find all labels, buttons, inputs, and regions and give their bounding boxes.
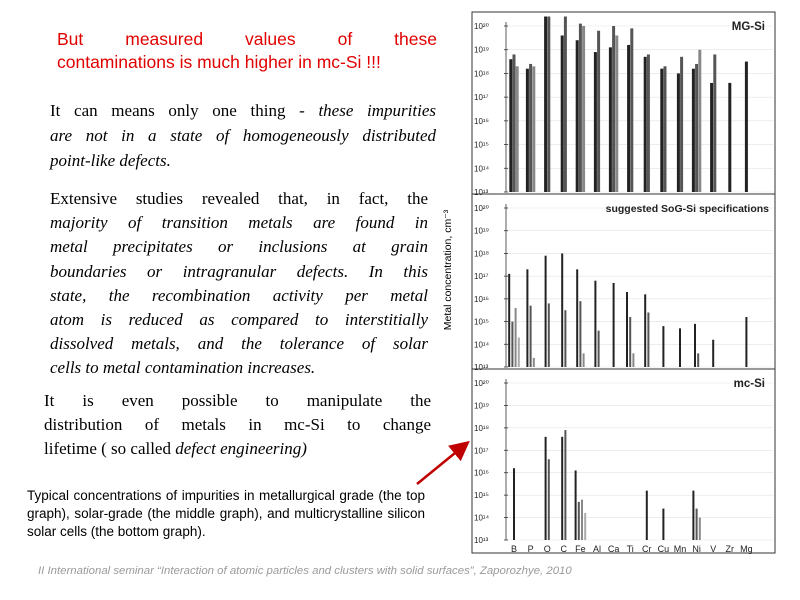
- bar: [509, 59, 512, 192]
- bar: [576, 40, 579, 192]
- y-tick-label: 10¹⁴: [474, 340, 489, 350]
- bar: [745, 317, 747, 367]
- bar: [579, 301, 581, 367]
- bar: [508, 274, 510, 367]
- y-tick-label: 10¹⁹: [474, 45, 489, 55]
- bar: [699, 518, 701, 540]
- bar: [632, 353, 634, 367]
- bar: [694, 324, 696, 367]
- y-tick-label: 10¹⁵: [474, 317, 489, 327]
- bar: [627, 45, 630, 192]
- bar: [584, 513, 586, 540]
- bar: [647, 312, 649, 367]
- x-tick-label: B: [510, 544, 518, 554]
- y-tick-label: 10¹³: [474, 536, 489, 545]
- bar: [698, 50, 701, 192]
- p2-line-4: boundaries or intragranular defects. In this: [50, 261, 428, 281]
- y-tick-label: 10¹⁷: [474, 93, 489, 103]
- figure-caption: Typical concentrations of impurities in metallurgical grade (the top graph), solar-grade (the middle graph), and multicrystalline silicon solar cells (the bottom graph).: [27, 488, 425, 539]
- bar: [545, 256, 547, 367]
- bar: [561, 437, 563, 540]
- bar: [597, 31, 600, 192]
- y-axis-label: [436, 180, 466, 360]
- y-tick-label: 10¹⁹: [474, 226, 489, 236]
- x-tick-label: O: [543, 544, 551, 554]
- p2-line-3: metal precipitates or inclusions at grain: [50, 237, 428, 257]
- p1-line-2: are not in a state of homogeneously distributed: [50, 126, 436, 145]
- y-tick-label: 10¹⁵: [474, 491, 489, 501]
- bar: [529, 64, 532, 192]
- p2-line-8: cells to metal contamination increases.: [50, 358, 316, 378]
- headline-line-2: contaminations is much higher in mc-Si !!!: [57, 52, 381, 72]
- bar: [545, 437, 547, 540]
- bar: [533, 358, 535, 367]
- p2-line-1: Extensive studies revealed that, in fact, the: [50, 189, 428, 208]
- bar: [679, 328, 681, 367]
- bar: [561, 253, 563, 367]
- y-tick-label: 10¹⁶: [474, 294, 489, 304]
- bar: [664, 66, 667, 192]
- y-tick-label: 10²⁰: [474, 204, 489, 213]
- x-tick-label: Mg: [740, 544, 753, 554]
- y-tick-label: 10¹⁷: [474, 446, 489, 456]
- bar: [561, 35, 564, 192]
- p2-line-2: majority of transition metals are found in: [50, 213, 428, 233]
- footer-citation: II International seminar “Interaction of atomic particles and clusters with solid surfaces”, Zaporozhye, 2010: [38, 565, 572, 577]
- bar: [515, 308, 517, 367]
- bar: [575, 470, 577, 540]
- panel-title: suggested SoG-Si specifications: [605, 203, 769, 215]
- bar: [548, 459, 550, 540]
- y-tick-label: 10¹⁶: [474, 116, 489, 126]
- bar: [692, 69, 695, 192]
- p2-line-7: dissolved metals, and the tolerance of solar: [50, 334, 428, 354]
- bar: [513, 54, 516, 192]
- p2-line-6: atom is reduced as compared to interstitially: [50, 310, 428, 330]
- bar: [583, 353, 585, 367]
- x-tick-label: Ni: [692, 544, 701, 554]
- bar: [612, 26, 615, 192]
- bar: [564, 310, 566, 367]
- bar: [544, 17, 547, 192]
- impurity-chart: [446, 8, 782, 556]
- bar: [511, 322, 513, 367]
- bar: [713, 54, 716, 192]
- bar: [662, 326, 664, 367]
- bar: [660, 69, 663, 192]
- bar: [680, 57, 683, 192]
- bar: [662, 509, 664, 540]
- y-tick-label: 10¹⁴: [474, 164, 489, 174]
- x-tick-label: Al: [592, 544, 602, 554]
- bar: [518, 337, 520, 367]
- p1-line-1-italic: these impurities: [318, 101, 436, 120]
- bar: [630, 28, 633, 192]
- bar: [646, 491, 648, 540]
- x-tick-label: Cr: [642, 544, 652, 554]
- p3-line-2: distribution of metals in mc-Si to change: [44, 415, 431, 434]
- bar: [728, 83, 731, 192]
- bar: [513, 468, 515, 540]
- bar: [581, 500, 583, 540]
- y-tick-label: 10¹³: [474, 188, 489, 197]
- bar: [516, 66, 519, 192]
- y-tick-label: 10¹⁵: [474, 140, 489, 150]
- bar: [692, 491, 694, 540]
- bar: [613, 283, 615, 367]
- y-tick-label: 10¹⁸: [474, 249, 489, 259]
- bar: [677, 73, 680, 192]
- y-tick-label: 10¹⁸: [474, 69, 489, 79]
- x-tick-label: Fe: [575, 544, 586, 554]
- p1-line-1-plain: It can means only one thing -: [50, 101, 319, 120]
- x-tick-label: Ca: [607, 544, 620, 554]
- bar: [594, 52, 597, 192]
- bar: [598, 331, 600, 367]
- y-axis-label-text: Metal concentration, cm⁻³: [442, 209, 454, 331]
- y-tick-label: 10¹⁴: [474, 513, 489, 523]
- p3-line-1: It is even possible to manipulate the: [44, 391, 431, 410]
- panel-title: MG-Si: [731, 21, 765, 33]
- p3-line-3-plain: lifetime ( so called: [44, 439, 176, 458]
- bar: [526, 69, 529, 192]
- bar: [526, 269, 528, 367]
- x-tick-label: P: [527, 544, 534, 554]
- bar: [576, 269, 578, 367]
- bar: [644, 57, 647, 192]
- y-tick-label: 10¹³: [474, 363, 489, 372]
- bar: [615, 35, 618, 192]
- p2-line-5: state, the recombination activity per metal: [50, 285, 428, 305]
- p1-line-3: point-like defects.: [50, 151, 171, 170]
- y-tick-label: 10²⁰: [474, 22, 489, 31]
- x-tick-label: C: [560, 544, 568, 554]
- x-tick-label: Cu: [657, 544, 670, 554]
- x-tick-label: Ti: [626, 544, 634, 554]
- bar: [626, 292, 628, 367]
- y-tick-label: 10¹⁸: [474, 423, 489, 433]
- bar: [629, 317, 631, 367]
- x-tick-label: Zr: [725, 544, 735, 554]
- bar: [609, 47, 612, 192]
- bar: [579, 24, 582, 192]
- x-tick-label: V: [710, 544, 717, 554]
- bar: [696, 509, 698, 540]
- bar: [564, 430, 566, 540]
- bar: [710, 83, 713, 192]
- bar: [712, 340, 714, 367]
- p3-line-3-italic: defect engineering): [175, 439, 307, 458]
- headline-line-1: But measured values of these: [57, 29, 437, 49]
- bar: [530, 306, 532, 367]
- bar: [695, 64, 698, 192]
- y-tick-label: 10²⁰: [474, 379, 489, 388]
- bar: [582, 26, 585, 192]
- y-tick-label: 10¹⁶: [474, 468, 489, 478]
- bar: [594, 281, 596, 367]
- x-tick-label: Mn: [673, 544, 687, 554]
- bar: [647, 54, 650, 192]
- bar: [564, 17, 567, 192]
- bar: [697, 353, 699, 367]
- bar: [548, 303, 550, 367]
- bar: [547, 17, 550, 192]
- y-tick-label: 10¹⁷: [474, 272, 489, 282]
- bar: [532, 66, 535, 192]
- bar: [578, 502, 580, 540]
- bar: [644, 294, 646, 367]
- panel-title: mc-Si: [733, 378, 765, 390]
- y-tick-label: 10¹⁹: [474, 401, 489, 411]
- bar: [745, 62, 748, 192]
